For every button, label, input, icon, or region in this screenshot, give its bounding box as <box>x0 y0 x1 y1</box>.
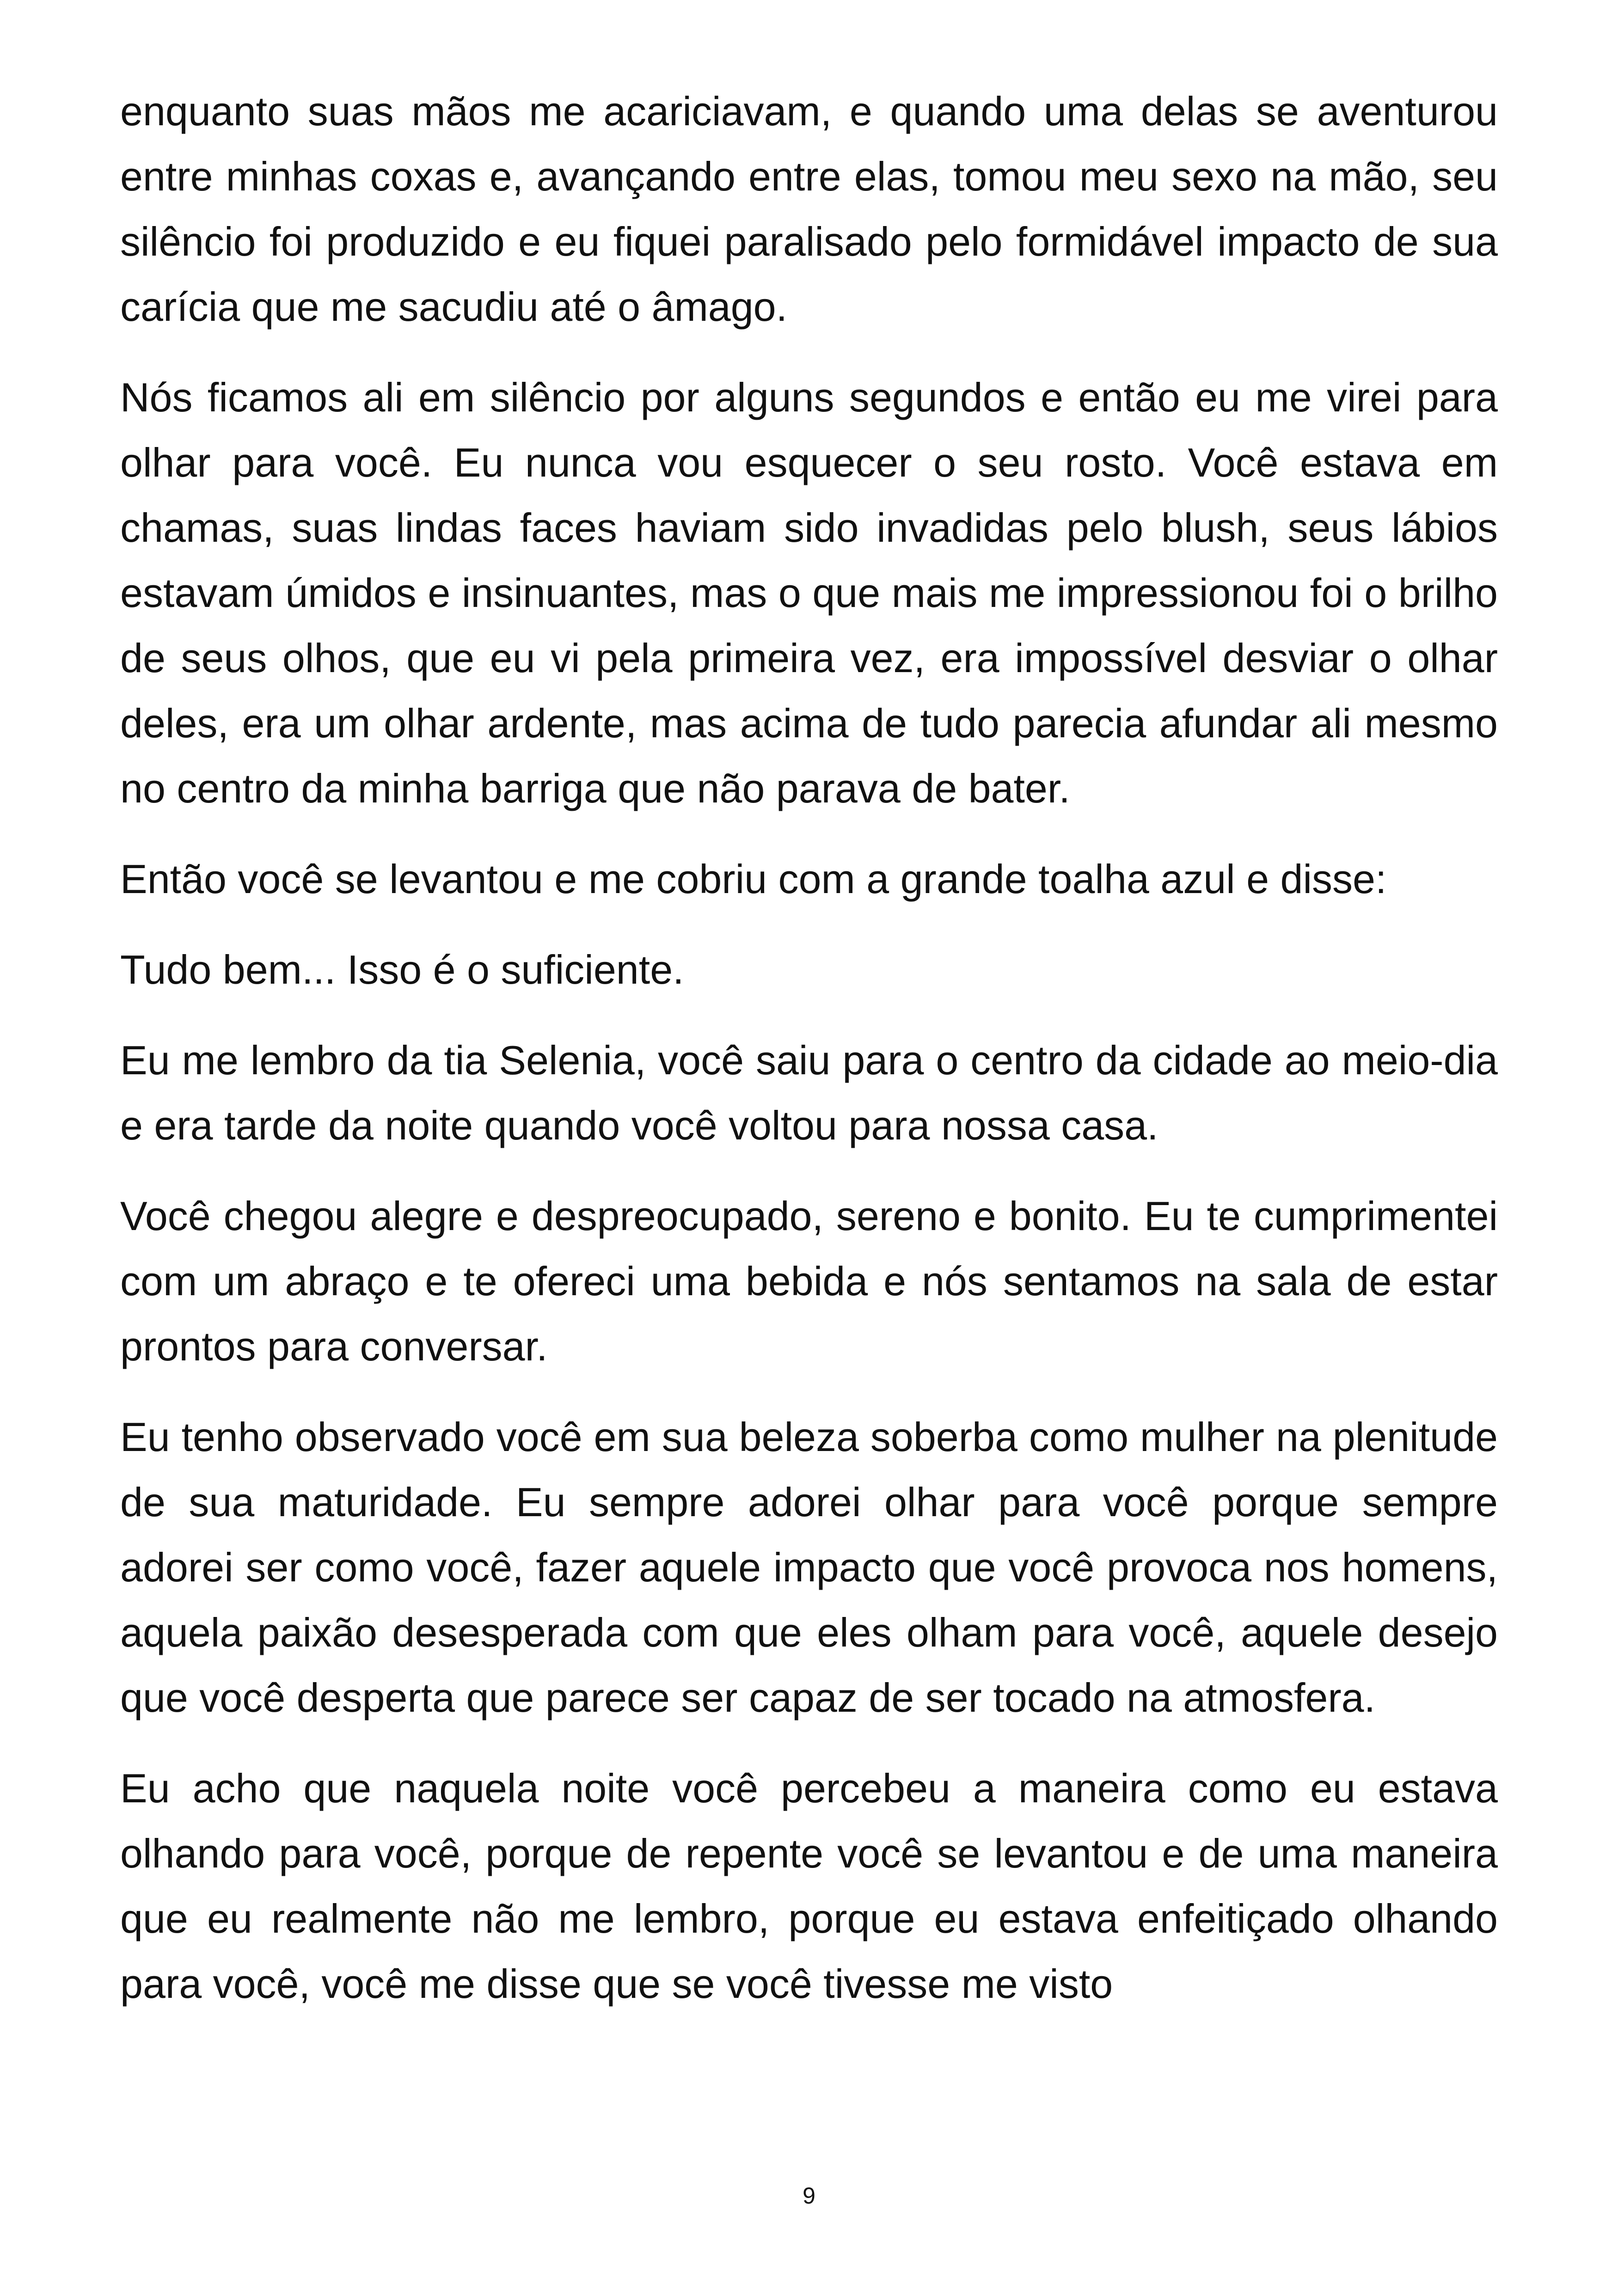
paragraph-6: Você chegou alegre e despreocupado, sereno e bonito. Eu te cumprimentei com um abraço e te ofereci uma bebida e nós sentamos na sala de estar prontos para conversar. <box>120 1193 1498 1369</box>
paragraph-8: Eu acho que naquela noite você percebeu a maneira como eu estava olhando para você, porque de repente você se levantou e de uma maneira que eu realmente não me lembro, porque eu estava enfeitiçado olhando para você, você me disse que se você tivesse me visto <box>120 1765 1498 2007</box>
page-number: 9 <box>803 2183 815 2209</box>
paragraph-1: enquanto suas mãos me acariciavam, e quando uma delas se aventurou entre minhas coxas e, avançando entre elas, tomou meu sexo na mão, seu silêncio foi produzido e eu fiquei paralisado pelo formidável impacto de sua carícia que me sacudiu até o âmago. <box>120 88 1498 330</box>
paragraph-2: Nós ficamos ali em silêncio por alguns segundos e então eu me virei para olhar para você. Eu nunca vou esquecer o seu rosto. Você estava em chamas, suas lindas faces haviam sido invadidas pelo blush, seus lábios estavam úmidos e insinuantes, mas o que mais me impressionou foi o brilho de seus olhos, que eu vi pela primeira vez, era impossível desviar o olhar deles, era um olhar ardente, mas acima de tudo parecia afundar ali mesmo no centro da minha barriga que não parava de bater. <box>120 374 1498 811</box>
paragraph-7: Eu tenho observado você em sua beleza soberba como mulher na plenitude de sua maturidade. Eu sempre adorei olhar para você porque sempre adorei ser como você, fazer aquele impacto que você provoca nos homens, aquela paixão desesperada com que eles olham para você, aquele desejo que você desperta que parece ser capaz de ser tocado na atmosfera. <box>120 1414 1498 1720</box>
paragraph-3: Então você se levantou e me cobriu com a grande toalha azul e disse: <box>120 856 1387 902</box>
body-text <box>120 79 1498 2042</box>
paragraph-5: Eu me lembro da tia Selenia, você saiu para o centro da cidade ao meio-dia e era tarde da noite quando você voltou para nossa casa. <box>120 1037 1498 1148</box>
paragraph-4: Tudo bem... Isso é o suficiente. <box>120 947 684 992</box>
